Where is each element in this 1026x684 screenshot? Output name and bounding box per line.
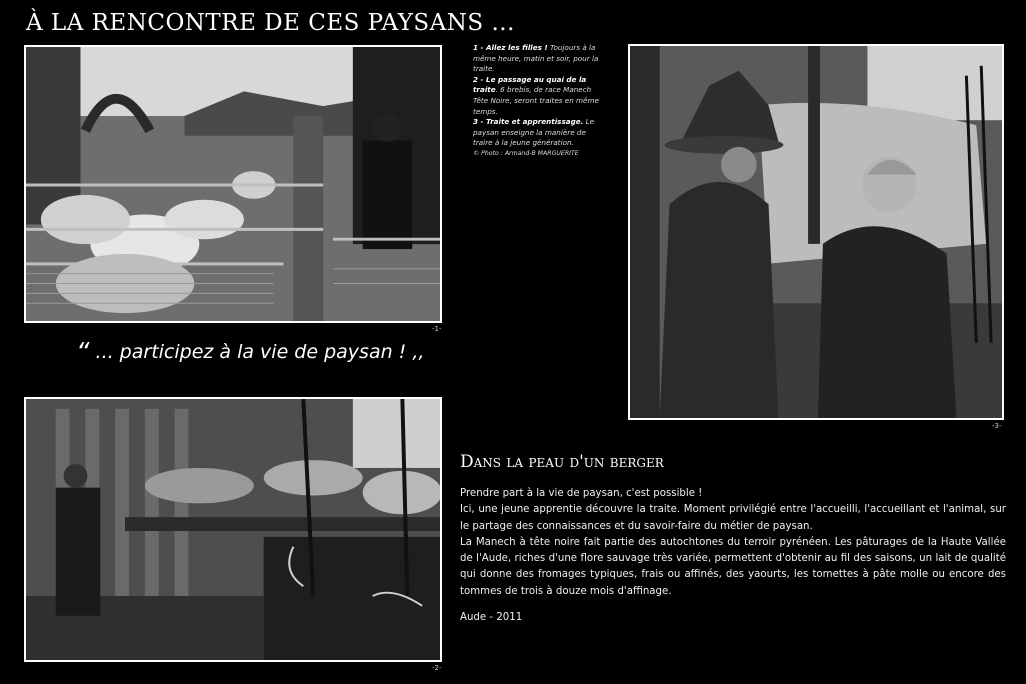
quote-open-mark: “ [76,338,90,368]
paragraph-1: Prendre part à la vie de paysan, c'est possible ! [460,488,703,499]
caption-2 [473,75,603,117]
paragraph-3: La Manech à tête noire fait partie des autochtones du terroir pyrénéen. Les pâturages de la Haute Vallée de l'Aude, riches d'une flore sauvage très variée, permettent d'obtenir au fil des saisons, un lait de qualité qui donne des fromages typiques, frais ou affinés, des yaourts, les tomettes à pâte molle ou encore des tommes de trois à douze mois d'affinage. [460,536,1006,597]
photo-1-sheep-pen [24,45,442,323]
caption-3-label: 3 - Traite et apprentissage. [473,117,584,127]
signature: Aude - 2011 [460,612,523,623]
quote-text: ... participez à la vie de paysan ! [89,341,413,363]
photo-2-number: -2- [432,664,442,672]
photo-3-image [630,46,1002,418]
caption-2-text: . 6 brebis, de race Manech Tête Noire, seront traites en même temps. [473,85,599,116]
caption-3 [473,117,603,149]
photo-3-number: -3- [992,422,1002,430]
caption-2-label: 2 - Le passage au quai de la traite [473,74,587,95]
photo-2-milking-platform [24,397,442,662]
photo-credit: © Photo : Armand-B MARGUERITE [473,149,579,157]
caption-3-text: Le paysan enseigne la manière de traire à la jeune génération. [473,117,595,148]
pull-quote [76,338,424,368]
section-title: Dans la peau d'un berger [460,452,664,472]
caption-1 [473,43,603,75]
photo-captions [473,43,603,160]
page-title: À LA RENCONTRE DE CES PAYSANS ... [26,10,515,36]
photo-1-image [26,47,440,321]
quote-close-mark: ,, [412,341,425,363]
paragraph-2: Ici, une jeune apprentie découvre la traite. Moment privilégié entre l'accueilli, l'accueillant et l'animal, sur le partage des connaissances et du savoir-faire du métier de paysan. [460,504,1006,532]
caption-1-label: 1 - Allez les filles ! [473,43,548,52]
section-body [460,486,1006,600]
photo-1-number: -1- [432,325,442,333]
photo-3-milking-lesson [628,44,1004,420]
photo-2-image [26,399,440,660]
caption-1-text: Toujours à la même heure, matin et soir, pour la traite. [473,43,599,74]
